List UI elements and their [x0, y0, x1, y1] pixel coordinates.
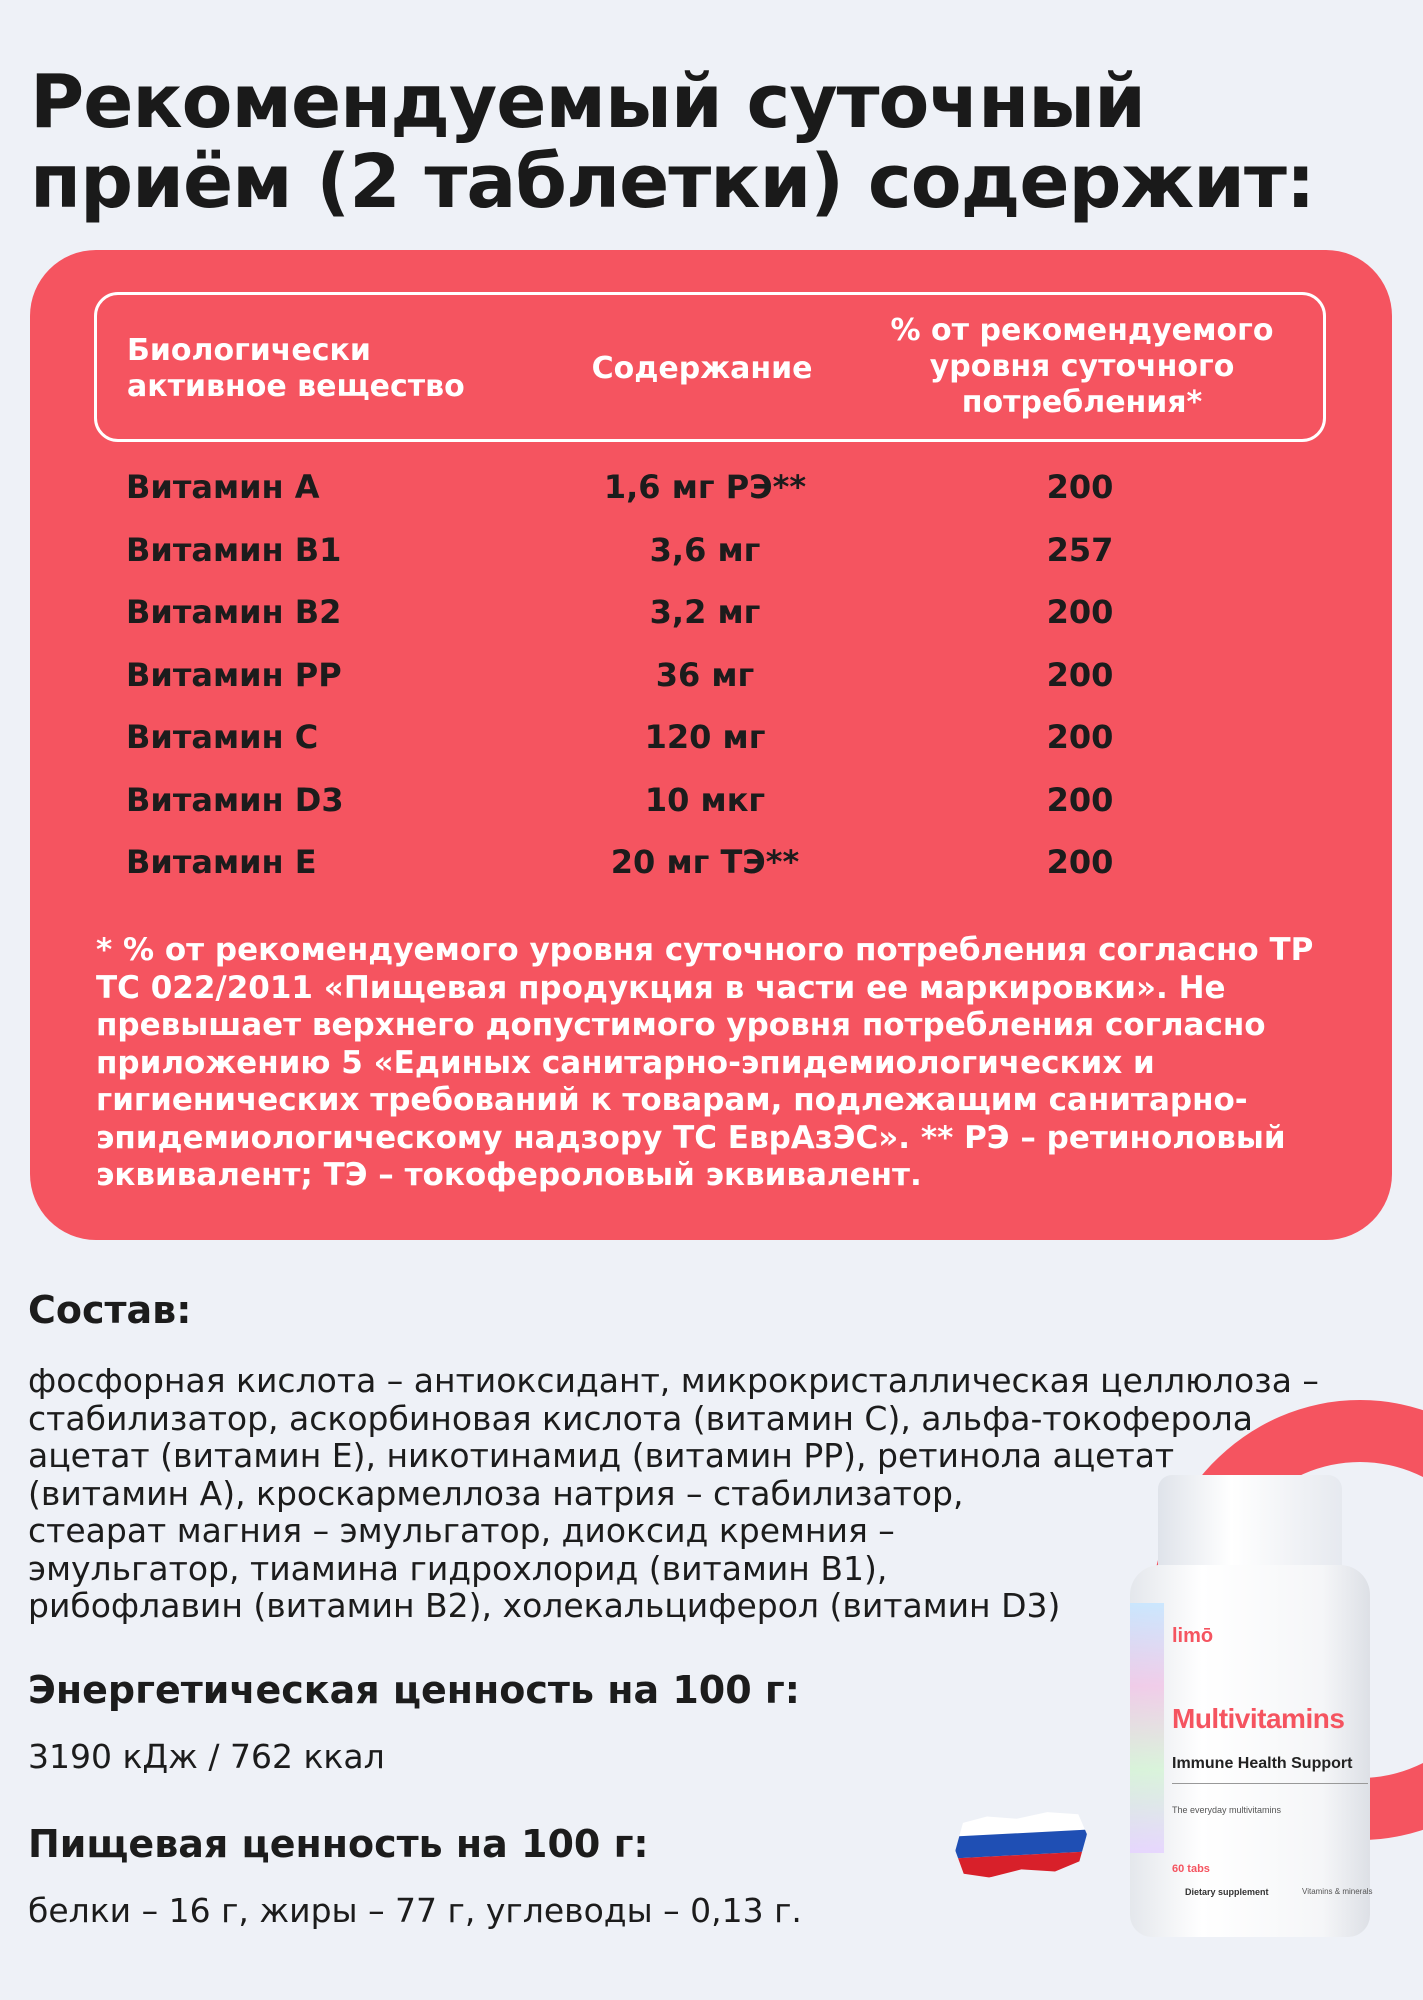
product-category: Vitamins & minerals: [1302, 1887, 1373, 1896]
table-header: [94, 292, 1326, 442]
table-row: [30, 531, 1392, 594]
composition-line: эмульгатор, тиамина гидрохлорид (витамин В1),: [28, 1548, 888, 1588]
energy-value: 3190 кДж / 762 ккал: [28, 1737, 385, 1776]
nutrient-rows: [30, 468, 1392, 906]
row-amount: 10 мкг: [644, 780, 766, 819]
composition-heading: Состав:: [28, 1288, 192, 1332]
header-amount: Содержание: [591, 351, 813, 386]
row-amount: 120 мг: [644, 718, 766, 756]
row-name: Витамин А: [126, 468, 320, 506]
row-percent: 200: [1046, 718, 1114, 756]
product-bottle: [1130, 1475, 1373, 1937]
composition-line: (витамин А), кроскармеллоза натрия – стабилизатор,: [28, 1473, 964, 1513]
row-percent: 257: [1046, 530, 1114, 569]
page-title: Рекомендуемый суточный приём (2 таблетки) содержит:: [30, 59, 1315, 225]
header-percent: % от рекомендуемого уровня суточного потребления*: [890, 313, 1274, 420]
composition-line: ацетат (витамин Е), никотинамид (витамин РР), ретинола ацетат: [28, 1436, 1175, 1475]
product-brand-logo: limō: [1172, 1625, 1214, 1647]
row-name: Витамин Е: [126, 843, 317, 881]
row-name: Витамин В1: [126, 530, 342, 569]
table-row: [30, 656, 1392, 719]
table-footnote: * % от рекомендуемого уровня суточного потребления согласно ТР ТС 022/2011 «Пищевая продукция в части ее маркировки». Не превышает верхнего допустимого уровня потребления согласно приложению 5 «Единых санитарно-эпидемиологических и гигиенических требований к товарам, подлежащим санитарно-эпидемиологическому надзору ТС ЕврАзЭС». ** РЭ – ретиноловый эквивалент; ТЭ – токофероловый эквивалент.: [96, 932, 1314, 1193]
bottle-cap: [1158, 1475, 1342, 1571]
composition-line: фосфорная кислота – антиоксидант, микрокристаллическая целлюлоза –: [28, 1361, 1319, 1400]
row-percent: 200: [1046, 593, 1114, 631]
product-type: Dietary supplement: [1185, 1887, 1269, 1897]
row-percent: 200: [1046, 655, 1114, 694]
product-count: 60 tabs: [1172, 1863, 1210, 1875]
row-percent: 200: [1046, 780, 1114, 819]
label-divider: [1172, 1783, 1368, 1784]
row-amount: 20 мг ТЭ**: [610, 843, 800, 881]
nutrition-heading: Пищевая ценность на 100 г:: [28, 1822, 649, 1866]
russia-flag-icon: [953, 1809, 1089, 1880]
composition-line: стеарат магния – эмульгатор, диоксид кремния –: [28, 1511, 895, 1550]
nutrient-card: [30, 250, 1392, 1240]
header-substance: Биологически активное вещество: [127, 333, 465, 404]
bottle-body: [1130, 1565, 1370, 1937]
composition-line: рибофлавин (витамин В2), холекальциферол (витамин D3): [28, 1586, 1061, 1625]
row-amount: 36 мг: [655, 655, 755, 694]
composition-text: [28, 1362, 1319, 1625]
product-name: Multivitamins: [1172, 1703, 1345, 1734]
table-row: [30, 781, 1392, 844]
product-subtitle: Immune Health Support: [1172, 1755, 1353, 1772]
row-amount: 3,2 мг: [649, 593, 761, 631]
nutrition-value: белки – 16 г, жиры – 77 г, углеводы – 0,13 г.: [28, 1891, 802, 1930]
table-row: [30, 468, 1392, 531]
table-row: [30, 593, 1392, 656]
row-amount: 1,6 мг РЭ**: [603, 468, 807, 506]
table-row: [30, 843, 1392, 906]
row-name: Витамин D3: [126, 780, 344, 819]
row-percent: 200: [1046, 468, 1114, 506]
product-tagline: The everyday multivitamins: [1172, 1805, 1282, 1815]
row-amount: 3,6 мг: [649, 530, 761, 569]
row-name: Витамин С: [126, 718, 319, 756]
holographic-stripe: [1130, 1603, 1164, 1853]
row-name: Витамин РР: [126, 655, 342, 694]
table-row: [30, 718, 1392, 781]
row-name: Витамин В2: [126, 593, 342, 631]
row-percent: 200: [1046, 843, 1114, 881]
energy-heading: Энергетическая ценность на 100 г:: [28, 1668, 800, 1712]
composition-line: стабилизатор, аскорбиновая кислота (витамин С), альфа-токоферола: [28, 1398, 1253, 1438]
